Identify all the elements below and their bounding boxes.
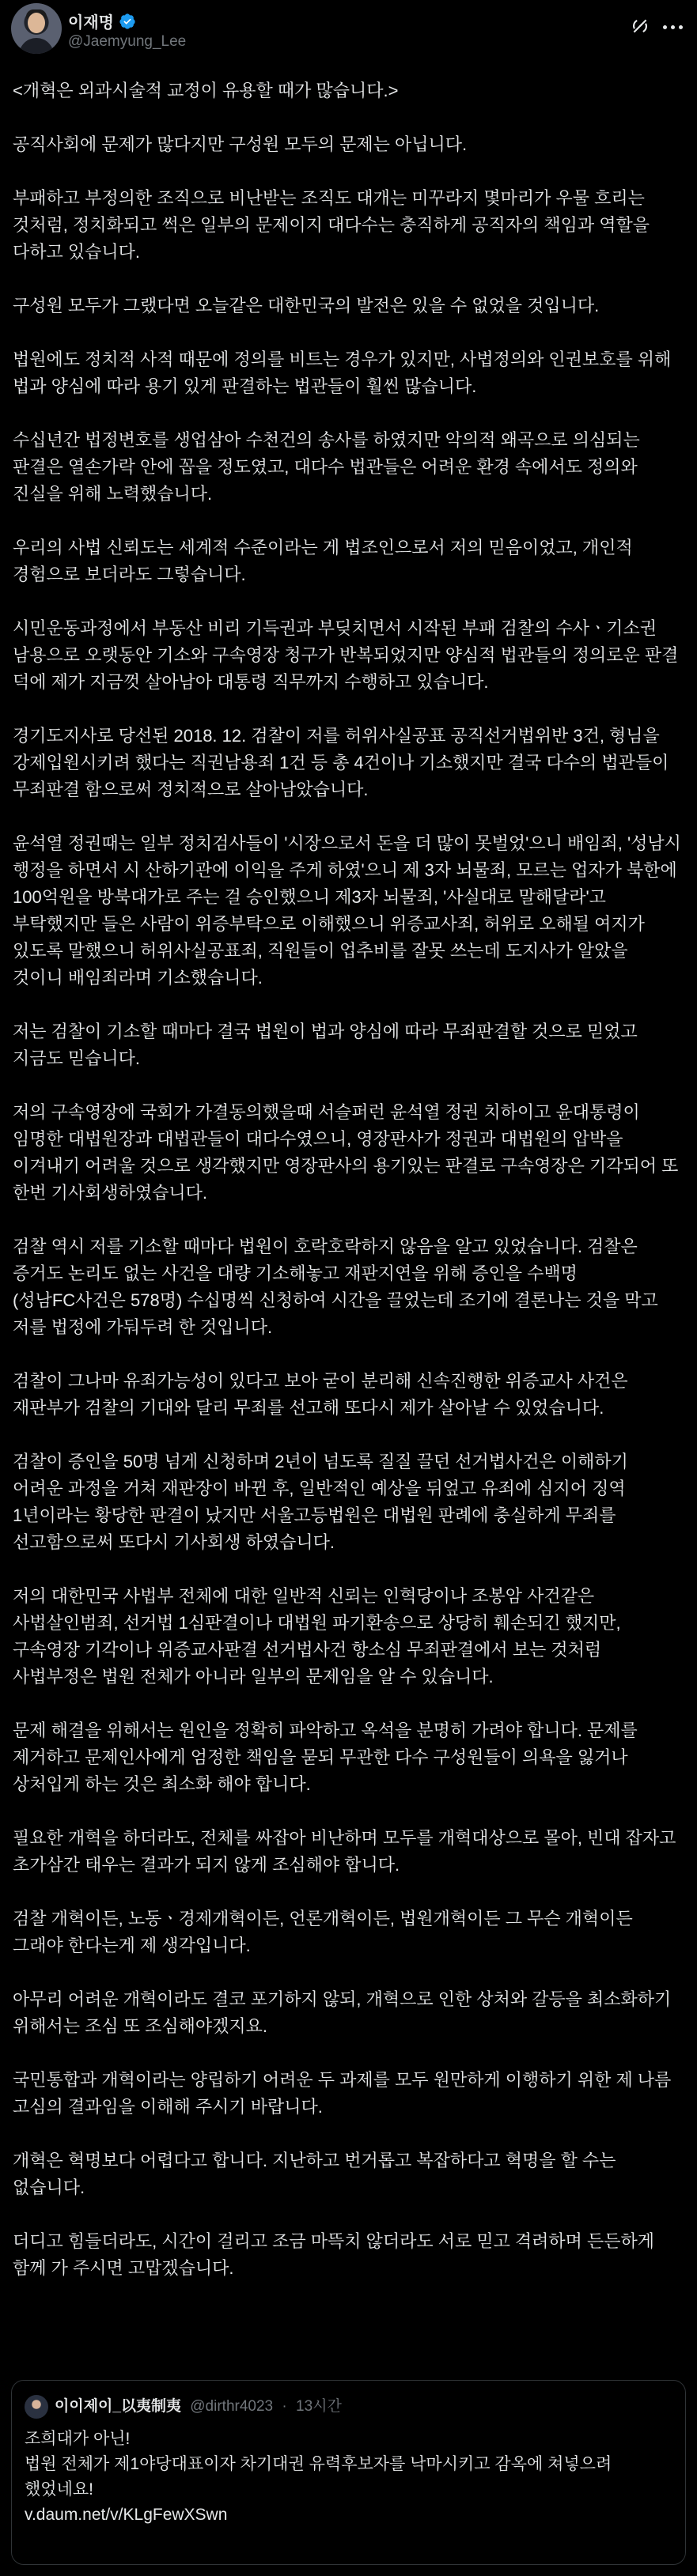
paragraph-gap <box>13 2121 682 2147</box>
paragraph-gap <box>13 2201 682 2228</box>
quoted-author-name[interactable]: 이이제이_以夷制夷 <box>55 2398 181 2415</box>
quoted-dot-separator: · <box>282 2398 287 2415</box>
post-body <box>13 77 687 2282</box>
post-paragraph: 수십년간 법정변호를 생업삼아 수천건의 송사를 하였지만 악의적 왜곡으로 의심되는 판결은 열손가락 안에 꼽을 정도였고, 대다수 법관들은 어려운 환경 속에서도 정의와 진실을 위해 노력했습니다. <box>13 430 645 504</box>
post-paragraph: 부패하고 부정의한 조직으로 비난받는 조직도 대개는 미꾸라지 몇마리가 우물 흐리는 것처럼, 정치화되고 썩은 일부의 문제이지 대다수는 충직하게 공직자의 책임과 역할을 다하고 있습니다. <box>13 188 655 262</box>
author-display-name[interactable]: 이재명 <box>68 14 114 32</box>
post-paragraph: 구성원 모두가 그랬다면 오늘같은 대한민국의 발전은 있을 수 없었을 것입니다. <box>13 296 600 315</box>
paragraph-gap <box>13 1798 682 1825</box>
paragraph-gap <box>13 696 682 723</box>
paragraph-gap <box>13 319 682 346</box>
post-paragraph: 저의 대한민국 사법부 전체에 대한 일반적 신뢰는 인혁당이나 조봉암 사건같은 사법살인범죄, 선거법 1심판결이나 대법원 파기환송으로 상당히 훼손되긴 했지만, 구속영장 기각이나 위증교사판결 선거법사건 항소심 무죄판결에서 보는 것처럼 사법부정은 법원 전체가 아니라 일부의 문제임을 알 수 있습니다. <box>13 1586 626 1686</box>
post-paragraph: 더디고 힘들더라도, 시간이 걸리고 조금 마뜩치 않더라도 서로 믿고 격려하며 든든하게 함께 가 주시면 고맙겠습니다. <box>13 2231 660 2278</box>
post-paragraph: 문제 해결을 위해서는 원인을 정확히 파악하고 옥석을 분명히 가려야 합니다. 문제를 제거하고 문제인사에게 엄정한 책임을 묻되 무관한 다수 구성원들이 의욕을 잃거나 상처입게 하는 것은 최소화 해야 합니다. <box>13 1720 642 1794</box>
grok-icon[interactable] <box>630 16 650 36</box>
author-name-row <box>68 9 136 32</box>
paragraph-gap <box>13 1556 682 1583</box>
paragraph-gap <box>13 158 682 185</box>
post-paragraph: 시민운동과정에서 부동산 비리 기득권과 부딪치면서 시작된 부패 검찰의 수사ㆍ기소권 남용으로 오랫동안 기소와 구속영장 청구가 반복되었지만 양심적 법관들의 정의로운 판결 덕에 제가 지금껏 살아남아 대통령 직무까지 수행하고 있습니다. <box>13 618 684 692</box>
paragraph-gap <box>13 1879 682 1906</box>
post-paragraph: 경기도지사로 당선된 2018. 12. 검찰이 저를 허위사실공표 공직선거법위반 3건, 형님을 강제입원시키려 했다는 직권남용죄 1건 등 총 4건이나 기소했지만 결국 다수의 법관들이 무죄판결 함으로써 정치적으로 살아남았습니다. <box>13 726 674 799</box>
paragraph-gap <box>13 588 682 615</box>
post-paragraph: 필요한 개혁을 하더라도, 전체를 싸잡아 비난하며 모두를 개혁대상으로 몰아, 빈대 잡자고 초가삼간 태우는 결과가 되지 않게 조심해야 합니다. <box>13 1828 681 1875</box>
quoted-post-text: 조희대가 아닌! 법원 전체가 제1야당대표이자 차기대권 유력후보자를 낙마시키고 감옥에 쳐넣으려 했었네요! v.daum.net/v/KLgFewXSwn <box>25 2430 612 2524</box>
paragraph-gap <box>13 104 682 131</box>
post-paragraph: 개혁은 혁명보다 어렵다고 합니다. 지난하고 번거롭고 복잡하다고 혁명을 할 수는 없습니다. <box>13 2151 621 2197</box>
post-paragraph: 우리의 사법 신뢰도는 세계적 수준이라는 게 법조인으로서 저의 믿음이었고, 개인적 경험으로 보더라도 그렇습니다. <box>13 538 638 584</box>
paragraph-gap <box>13 803 682 830</box>
post-paragraph: 국민통합과 개혁이라는 양립하기 어려운 두 과제를 모두 원만하게 이행하기 위한 제 나름 고심의 결과임을 이해해 주시기 바랍니다. <box>13 2070 676 2117</box>
post-paragraph: 저는 검찰이 기소할 때마다 결국 법원이 법과 양심에 따라 무죄판결할 것으로 믿었고 지금도 믿습니다. <box>13 1022 642 1068</box>
paragraph-gap <box>13 400 682 427</box>
post-paragraph: 공직사회에 문제가 많다지만 구성원 모두의 문제는 아닙니다. <box>13 134 468 154</box>
post-paragraph: 검찰이 증인을 50명 넘게 신청하며 2년이 넘도록 질질 끌던 선거법사건은 이해하기 어려운 과정을 거쳐 재판장이 바뀐 후, 일반적인 예상을 뒤엎고 유죄에 심지어 징역 1년이라는 황당한 판결이 났지만 서울고등법원은 대법원 판례에 충실하게 무죄를 선고함으로써 또다시 기사회생 하였습니다. <box>13 1452 634 1552</box>
paragraph-gap <box>13 2040 682 2067</box>
paragraph-gap <box>13 991 682 1018</box>
paragraph-gap <box>13 1959 682 1986</box>
post-paragraph: 법원에도 정치적 사적 때문에 정의를 비트는 경우가 있지만, 사법정의와 인권보호를 위해 법과 양심에 따라 용기 있게 판결하는 법관들이 훨씬 많습니다. <box>13 349 676 396</box>
quoted-author-avatar[interactable] <box>25 2395 48 2419</box>
verified-badge-icon <box>119 13 136 30</box>
post-paragraph: 저의 구속영장에 국회가 가결동의했을때 서슬퍼런 윤석열 정권 치하이고 윤대통령이 임명한 대법원장과 대법관들이 대다수였으니, 영장판사가 정권과 대법원의 압박을 이겨내기 어려울 것으로 생각했지만 영장판사의 용기있는 판결로 구속영장은 기각되어 또 한번 기사회생하였습니다. <box>13 1102 684 1203</box>
post-paragraph: 검찰 개혁이든, 노동ㆍ경제개혁이든, 언론개혁이든, 법원개혁이든 그 무슨 개혁이든 그래야 한다는게 제 생각입니다. <box>13 1909 638 1955</box>
post-paragraph: 아무리 어려운 개혁이라도 결코 포기하지 않되, 개혁으로 인한 상처와 갈등을 최소화하기 위해서는 조심 또 조심해야겠지요. <box>13 1989 676 2036</box>
author-avatar[interactable] <box>11 3 62 54</box>
more-options-icon[interactable] <box>663 24 684 30</box>
paragraph-gap <box>13 266 682 293</box>
paragraph-gap <box>13 1690 682 1717</box>
quoted-post-header <box>55 2395 342 2419</box>
post-heading: <개혁은 외과시술적 교정이 유용할 때가 많습니다.> <box>13 81 399 100</box>
post-paragraph: 검찰 역시 저를 기소할 때마다 법원이 호락호락하지 않음을 알고 있었습니다. 검찰은 증거도 논리도 없는 사건을 대량 기소해놓고 재판지연을 위해 증인을 수백명(성남FC사건은 578명) 수십명씩 신청하여 시간을 끌었는데 조기에 결론나는 것을 막고 저를 법정에 가둬두려 한 것입니다. <box>13 1237 663 1337</box>
paragraph-gap <box>13 1341 682 1368</box>
paragraph-gap <box>13 508 682 534</box>
paragraph-gap <box>13 1422 682 1449</box>
paragraph-gap <box>13 1207 682 1233</box>
quoted-author-handle[interactable]: @dirthr4023 <box>190 2398 274 2415</box>
quoted-post-time[interactable]: 13시간 <box>296 2398 342 2415</box>
post-paragraph: 윤석열 정권때는 일부 정치검사들이 '시장으로서 돈을 더 많이 못벌었'으니 배임죄, '성남시 행정을 하면서 시 산하기관에 이익을 주게 하였'으니 제 3자 뇌물죄, 모르는 업자가 북한에 100억원을 방북대가로 주는 걸 승인했으니 제3자 뇌물죄, '사실대로 말해달라'고 부탁했지만 들은 사람이 위증부탁으로 이해했으니 위증교사죄, 허위로 오해될 여지가 있도록 말했으니 허위사실공표죄, 직원들이 업추비를 잘못 쓰는데 도지사가 알았을 것이니 배임죄라며 기소했습니다. <box>13 833 687 988</box>
paragraph-gap <box>13 1072 682 1099</box>
quoted-post[interactable] <box>11 2380 686 2565</box>
post-header <box>0 0 697 77</box>
post-paragraph: 검찰이 그나마 유죄가능성이 있다고 보아 굳이 분리해 신속진행한 위증교사 사건은 재판부가 검찰의 기대와 달리 무죄를 선고해 또다시 제가 살아날 수 있었습니다. <box>13 1371 633 1418</box>
author-handle[interactable]: @Jaemyung_Lee <box>68 33 187 50</box>
